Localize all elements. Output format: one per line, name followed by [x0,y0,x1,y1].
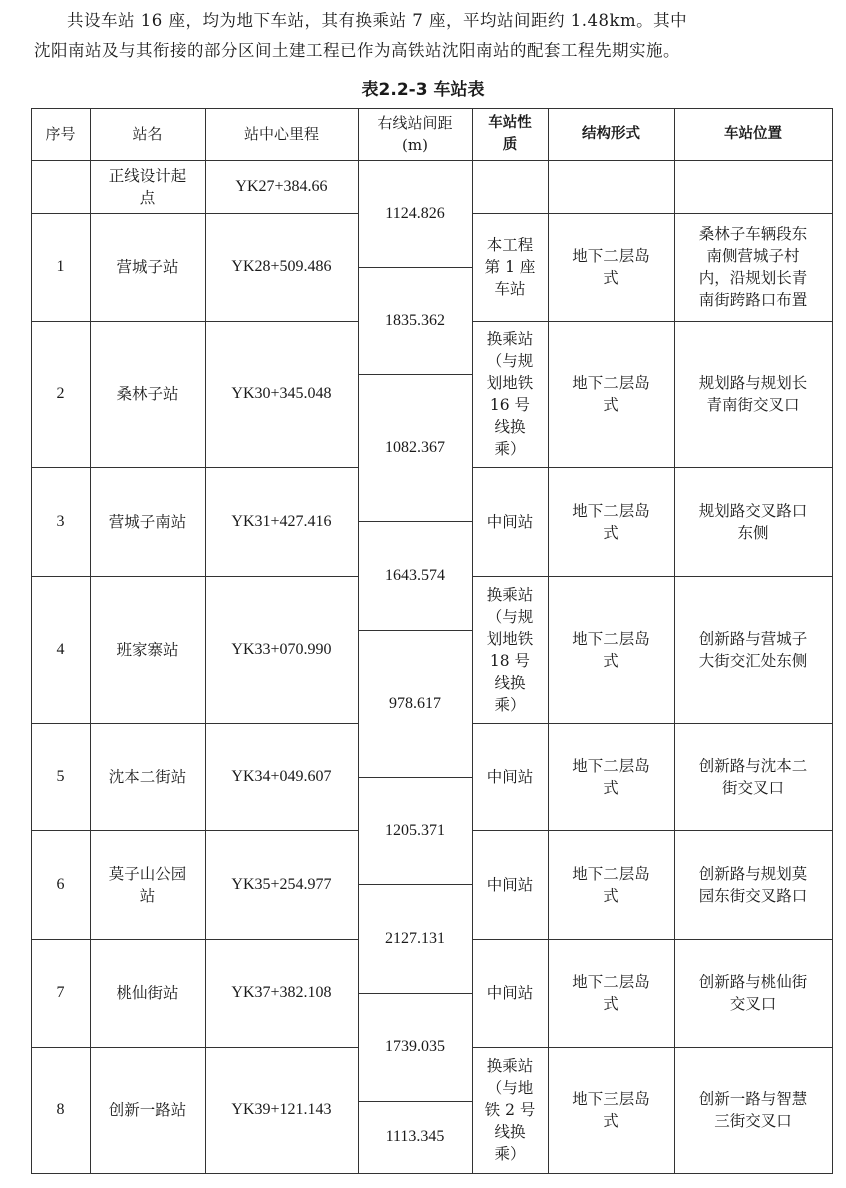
table-hline [31,939,358,940]
table-cell-location: 创新路与桃仙街 交叉口 [698,973,808,1013]
table-cell-seq: 7 [56,984,65,1001]
table-cell-name: 莫子山公园 站 [108,864,187,905]
table-cell-nature: 中间站 [486,512,534,531]
table-cell-structure: 地下三层岛 式 [572,1090,650,1130]
table-cell-mileage: YK30+345.048 [231,385,332,402]
table-cell-mileage: YK28+509.486 [231,258,332,275]
table-hline [472,830,833,831]
table-cell-seq: 4 [56,640,65,658]
table-cell-location: 创新路与规划莫 园东街交叉路口 [698,864,808,905]
interval-hline [358,374,472,375]
table-cell-seq [31,160,90,213]
interval-hline [358,777,472,778]
header-cell: 车站位置 [724,126,782,142]
table-cell-seq: 5 [56,767,65,785]
table-vline [674,108,675,1173]
table-cell-name: 营城子南站 [108,512,187,531]
table-vline [90,108,91,1173]
table-cell-structure [548,160,674,213]
table-cell-name: 桃仙街站 [116,984,179,1002]
table-hline [472,213,833,214]
table-hline [472,1047,833,1048]
table-cell-structure: 地下二层岛 式 [572,247,650,287]
table-cell-structure: 地下二层岛 式 [572,374,650,414]
header-cell: 车站性 质 [488,115,532,153]
table-hline [472,321,833,322]
table-cell-location: 桑林子车辆段东 南侧营城子村 内，沿规划长青 南街跨路口布置 [698,225,808,309]
table-vline [205,108,206,1173]
interval-distance: 978.617 [389,694,441,712]
table-cell-nature: 中间站 [486,875,534,894]
table-cell-location [674,160,832,213]
table-cell-structure: 地下二层岛 式 [572,629,650,670]
table-cell-seq: 3 [56,512,65,530]
table-cell-seq: 6 [56,875,65,893]
table-hline [31,1047,358,1048]
table-cell-location: 创新路与营城子 大街交汇处东侧 [698,629,808,670]
table-cell-name: 正线设计起 点 [108,166,187,207]
table-cell-location: 规划路交叉路口 东侧 [698,501,808,542]
interval-hline [358,521,472,522]
table-cell-location: 创新一路与智慧 三街交叉口 [698,1090,808,1130]
interval-distance: 1082.367 [385,438,445,456]
table-cell-structure: 地下二层岛 式 [572,756,650,797]
table-cell-nature: 换乘站 （与规 划地铁 18 号 线换 乘） [486,585,534,714]
table-cell-mileage: YK31+427.416 [231,512,332,530]
table-cell-mileage: YK37+382.108 [231,984,332,1001]
table-cell-location: 规划路与规划长 青南街交叉口 [698,374,808,414]
header-cell: 站中心里程 [243,125,319,143]
interval-hline [358,993,472,994]
interval-distance: 1835.362 [385,311,445,329]
interval-hline [358,884,472,885]
table-cell-seq: 1 [56,258,65,275]
header-cell: 站名 [132,125,163,143]
table-hline [31,830,358,831]
table-cell-structure: 地下二层岛 式 [572,973,650,1013]
table-cell-nature [472,160,548,213]
table-cell-name: 沈本二街站 [108,767,187,786]
header-cell: 右线站间距 (m) [377,114,453,154]
table-cell-nature: 中间站 [486,984,534,1002]
table-vline [31,108,32,1173]
table-cell-nature: 本工程 第 1 座 车站 [484,236,536,298]
interval-hline [358,630,472,631]
table-cell-name: 营城子站 [116,258,179,276]
intro-line-1: 共设车站 16 座，均为地下车站，其有换乘站 7 座，平均站间距约 1.48km。其中 [67,11,688,30]
table-caption: 表2.2-3 车站表 [361,80,485,100]
table-hline [31,1173,358,1174]
table-cell-mileage: YK33+070.990 [231,640,332,658]
table-hline [472,576,833,577]
interval-distance: 1124.826 [385,204,445,222]
table-cell-mileage: YK34+049.607 [231,767,332,785]
table-cell-mileage: YK39+121.143 [231,1101,332,1118]
table-cell-seq: 2 [56,385,65,402]
table-hline [31,213,358,214]
intro-line-2: 沈阳南站及与其衔接的部分区间土建工程已作为高铁站沈阳南站的配套工程先期实施。 [34,41,680,60]
interval-distance: 2127.131 [385,929,445,947]
interval-distance: 1643.574 [385,566,445,584]
table-cell-nature: 换乘站 （与地 铁 2 号 线换 乘） [484,1057,536,1163]
table-hline [31,321,358,322]
table-cell-seq: 8 [56,1101,65,1118]
interval-distance: 1113.345 [385,1128,445,1145]
table-vline [472,108,473,1173]
table-hline [358,1173,472,1174]
table-hline [472,939,833,940]
table-cell-mileage: YK35+254.977 [231,875,332,893]
table-cell-location: 创新路与沈本二 街交叉口 [698,756,808,797]
table-hline [472,1173,833,1174]
table-cell-structure: 地下二层岛 式 [572,501,650,542]
table-hline [31,723,358,724]
table-cell-name: 班家寨站 [116,640,179,659]
table-hline [31,160,833,161]
table-hline [472,723,833,724]
interval-distance: 1205.371 [385,821,445,839]
header-cell: 序号 [45,125,76,143]
table-cell-name: 桑林子站 [116,385,179,403]
table-cell-name: 创新一路站 [108,1101,187,1119]
table-cell-mileage: YK27+384.66 [235,177,328,195]
table-cell-nature: 换乘站 （与规 划地铁 16 号 线换 乘） [486,330,534,458]
header-cell: 结构形式 [582,126,640,142]
table-vline [548,108,549,1173]
interval-distance: 1739.035 [385,1038,445,1055]
table-cell-structure: 地下二层岛 式 [572,864,650,905]
table-hline [472,467,833,468]
table-hline [31,108,833,109]
table-hline [31,467,358,468]
interval-hline [358,1101,472,1102]
interval-hline [358,267,472,268]
table-cell-nature: 中间站 [486,767,534,786]
table-vline [832,108,833,1173]
table-hline [31,576,358,577]
